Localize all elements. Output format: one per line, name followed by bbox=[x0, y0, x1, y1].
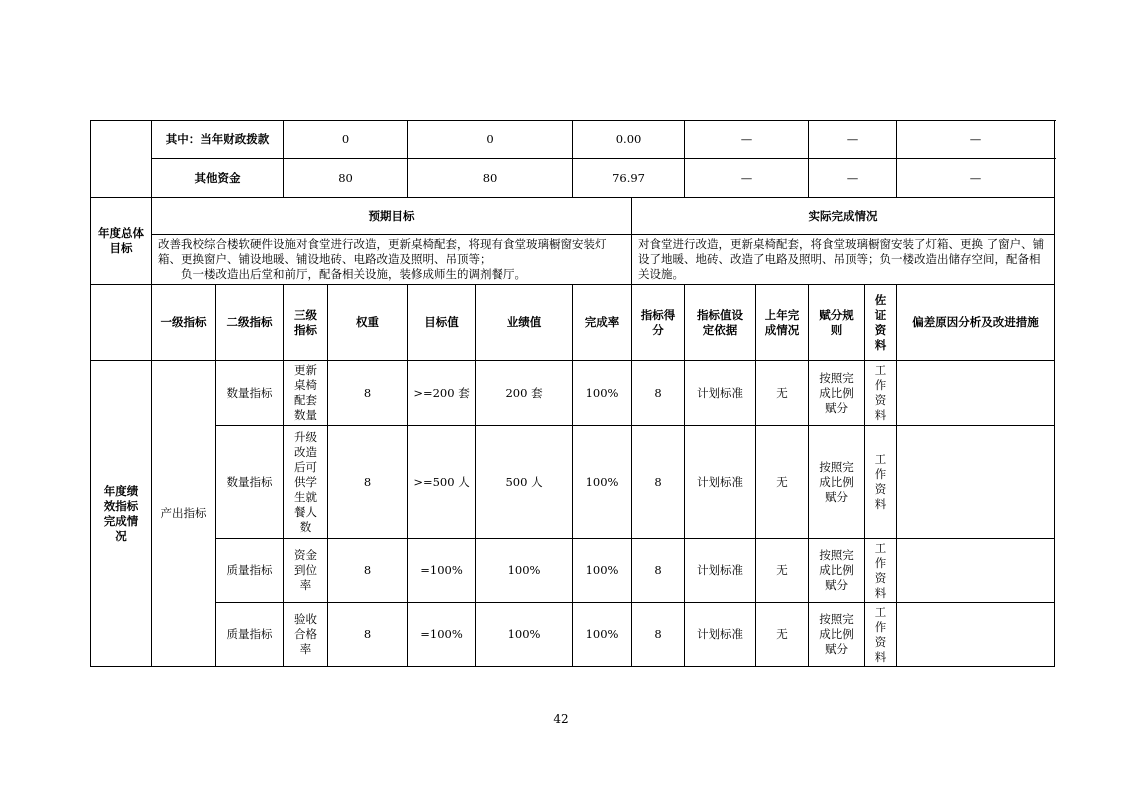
rate-value: 100% bbox=[573, 539, 632, 603]
other-value-1: 80 bbox=[284, 159, 408, 198]
evidence-value: 工作资料 bbox=[865, 539, 897, 603]
header-analysis: 偏差原因分析及改进措施 bbox=[897, 285, 1055, 361]
header-evidence: 佐证资料 bbox=[865, 285, 897, 361]
fiscal-value-3: 0.00 bbox=[573, 121, 685, 159]
weight-value: 8 bbox=[328, 361, 408, 426]
header-rule: 赋分规则 bbox=[809, 285, 865, 361]
level2-value: 数量指标 bbox=[216, 361, 284, 426]
rate-value: 100% bbox=[573, 426, 632, 539]
actual-completion-text: 对食堂进行改造，更新桌椅配套，将食堂玻璃橱窗安装了灯箱、更换 了窗户、铺设了地暖、地砖、改造了电路及照明、吊顶等；负一楼改造出储存空间，配备相关设施。 bbox=[632, 235, 1055, 285]
analysis-value bbox=[897, 426, 1055, 539]
score-value: 8 bbox=[632, 361, 685, 426]
level2-value: 数量指标 bbox=[216, 426, 284, 539]
analysis-value bbox=[897, 539, 1055, 603]
page-number: 42 bbox=[553, 712, 569, 726]
basis-value: 计划标准 bbox=[685, 361, 756, 426]
indicator-row bbox=[91, 539, 1055, 603]
fiscal-dash-1: — bbox=[685, 121, 809, 159]
fiscal-dash-3: — bbox=[897, 121, 1055, 159]
rule-value: 按照完成比例赋分 bbox=[809, 539, 865, 603]
last-year-value: 无 bbox=[756, 361, 809, 426]
other-value-3: 76.97 bbox=[573, 159, 685, 198]
target-value: =100% bbox=[408, 539, 476, 603]
target-value: >=500 人 bbox=[408, 426, 476, 539]
other-dash-3: — bbox=[897, 159, 1055, 198]
score-value: 8 bbox=[632, 539, 685, 603]
header-level2: 二级指标 bbox=[216, 285, 284, 361]
weight-value: 8 bbox=[328, 426, 408, 539]
level1-value: 产出指标 bbox=[152, 361, 216, 667]
level3-value: 资金到位率 bbox=[284, 539, 328, 603]
performance-table bbox=[90, 120, 1055, 667]
goal-text-row bbox=[91, 235, 1055, 285]
basis-value: 计划标准 bbox=[685, 539, 756, 603]
indicator-row bbox=[91, 426, 1055, 539]
other-value-2: 80 bbox=[408, 159, 573, 198]
goal-header-row bbox=[91, 198, 1055, 235]
actual-value: 100% bbox=[476, 603, 573, 667]
annual-goal-label: 年度总体目标 bbox=[91, 198, 152, 285]
level3-value: 更新桌椅配套数量 bbox=[284, 361, 328, 426]
header-level1: 一级指标 bbox=[152, 285, 216, 361]
level3-value: 验收合格率 bbox=[284, 603, 328, 667]
expected-goal-text bbox=[152, 235, 632, 285]
basis-value: 计划标准 bbox=[685, 603, 756, 667]
actual-value: 500 人 bbox=[476, 426, 573, 539]
other-dash-2: — bbox=[809, 159, 897, 198]
weight-value: 8 bbox=[328, 603, 408, 667]
last-year-value: 无 bbox=[756, 426, 809, 539]
target-value: =100% bbox=[408, 603, 476, 667]
level2-value: 质量指标 bbox=[216, 603, 284, 667]
other-dash-1: — bbox=[685, 159, 809, 198]
fiscal-label: 其中：当年财政拨款 bbox=[152, 121, 284, 159]
evidence-value: 工作资料 bbox=[865, 361, 897, 426]
header-empty-cell bbox=[91, 285, 152, 361]
indicator-row bbox=[91, 361, 1055, 426]
header-target: 目标值 bbox=[408, 285, 476, 361]
rate-value: 100% bbox=[573, 603, 632, 667]
header-score: 指标得分 bbox=[632, 285, 685, 361]
expected-goal-text-1: 改善我校综合楼软硬件设施对食堂进行改造，更新桌椅配套，将现有食堂玻璃橱窗安装灯箱、更换窗户、铺设地暖、铺设地砖、电路改造及照明、吊顶等； bbox=[158, 237, 607, 266]
target-value: >=200 套 bbox=[408, 361, 476, 426]
last-year-value: 无 bbox=[756, 539, 809, 603]
expected-goal-header: 预期目标 bbox=[152, 198, 632, 235]
actual-value: 100% bbox=[476, 539, 573, 603]
basis-value: 计划标准 bbox=[685, 426, 756, 539]
header-basis: 指标值设定依据 bbox=[685, 285, 756, 361]
indicator-row bbox=[91, 603, 1055, 667]
fiscal-value-1: 0 bbox=[284, 121, 408, 159]
funds-row-other bbox=[91, 159, 1055, 198]
rule-value: 按照完成比例赋分 bbox=[809, 603, 865, 667]
header-level3: 三级指标 bbox=[284, 285, 328, 361]
actual-completion-header: 实际完成情况 bbox=[632, 198, 1055, 235]
header-actual: 业绩值 bbox=[476, 285, 573, 361]
expected-goal-text-2: 负一楼改造出后堂和前厅，配备相关设施，装修成师生的调剂餐厅。 bbox=[181, 267, 526, 281]
section-label: 年度绩效指标完成情况 bbox=[91, 361, 152, 667]
indicator-header-row bbox=[91, 285, 1055, 361]
header-last-year: 上年完成情况 bbox=[756, 285, 809, 361]
actual-value: 200 套 bbox=[476, 361, 573, 426]
header-weight: 权重 bbox=[328, 285, 408, 361]
fiscal-value-2: 0 bbox=[408, 121, 573, 159]
analysis-value bbox=[897, 603, 1055, 667]
score-value: 8 bbox=[632, 603, 685, 667]
fiscal-dash-2: — bbox=[809, 121, 897, 159]
other-funds-label: 其他资金 bbox=[152, 159, 284, 198]
header-rate: 完成率 bbox=[573, 285, 632, 361]
funds-row-fiscal bbox=[91, 121, 1055, 159]
weight-value: 8 bbox=[328, 539, 408, 603]
rule-value: 按照完成比例赋分 bbox=[809, 361, 865, 426]
funds-empty-cell bbox=[91, 121, 152, 198]
analysis-value bbox=[897, 361, 1055, 426]
level3-value: 升级改造后可供学生就餐人数 bbox=[284, 426, 328, 539]
evidence-value: 工作资料 bbox=[865, 603, 897, 667]
score-value: 8 bbox=[632, 426, 685, 539]
rule-value: 按照完成比例赋分 bbox=[809, 426, 865, 539]
last-year-value: 无 bbox=[756, 603, 809, 667]
level2-value: 质量指标 bbox=[216, 539, 284, 603]
evidence-value: 工作资料 bbox=[865, 426, 897, 539]
rate-value: 100% bbox=[573, 361, 632, 426]
